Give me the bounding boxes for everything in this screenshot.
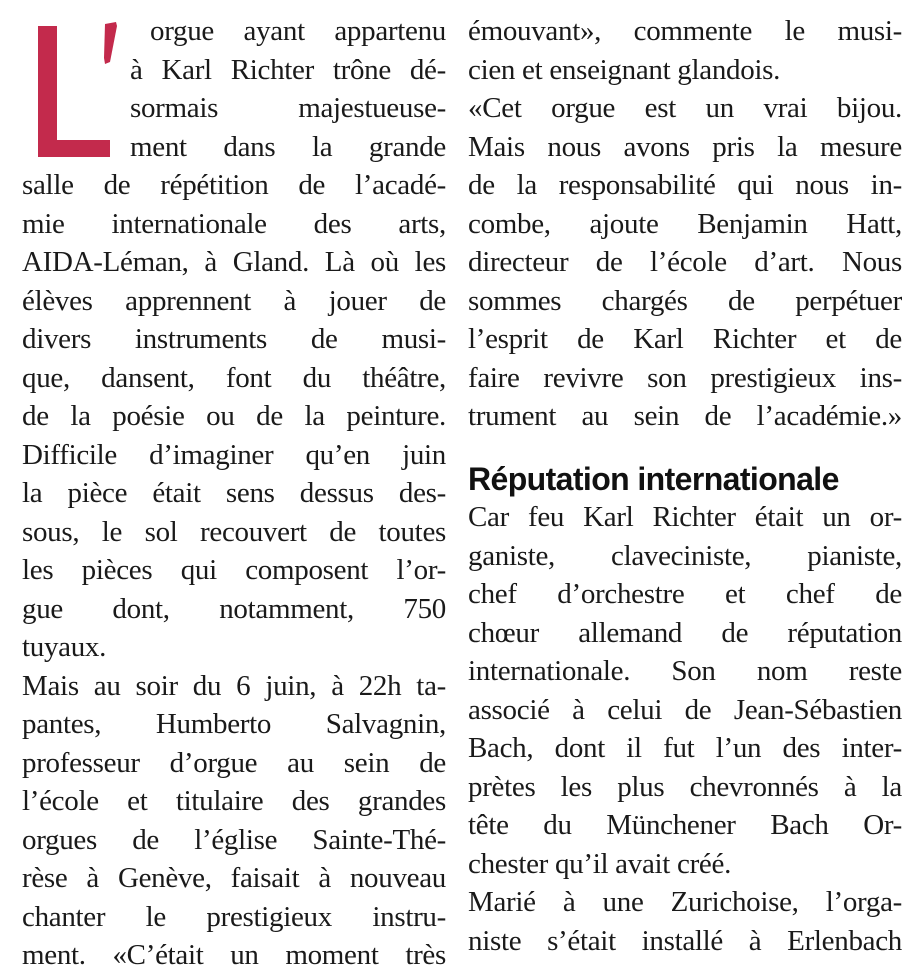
article-text-line: pantes, Humberto Salvagnin,	[22, 708, 446, 740]
article-text-line: orgues de l’église Sainte-Thé-	[22, 823, 446, 856]
article-column-right	[468, 12, 902, 970]
article-text-line: «Cet orgue est un vrai bijou.	[468, 92, 902, 124]
article-text-line: prètes les plus chevronnés à la	[468, 770, 902, 803]
article-text-line: élèves apprennent à jouer de	[22, 284, 446, 317]
article-text-line: l’esprit de Karl Richter et de	[468, 323, 902, 355]
article-text-line: mie internationale des arts,	[22, 207, 446, 240]
article-text-line: directeur de l’école d’art. Nous	[468, 246, 902, 278]
article-text-line: sormais majestueuse-	[130, 92, 446, 124]
article-text-line: combe, ajoute Benjamin Hatt,	[468, 207, 902, 240]
article-text-line: Mais au soir du 6 juin, à 22h ta-	[22, 669, 446, 702]
article-text-line: internationale. Son nom reste	[468, 655, 902, 687]
article-text-line: salle de répétition de l’acadé-	[22, 169, 446, 201]
article-text-line: niste s’était installé à Erlenbach	[468, 924, 902, 957]
section-subheading: Réputation internationale	[468, 460, 839, 497]
article-text-line: Difficile d’imaginer qu’en juin	[22, 438, 446, 471]
article-text-line: orgue ayant appartenu	[150, 15, 446, 47]
article-text-line: sommes chargés de perpétuer	[468, 284, 902, 317]
article-text-line: l’école et titulaire des grandes	[22, 785, 446, 817]
article-text-line: ment dans la grande	[130, 130, 446, 163]
article-text-line: Mais nous avons pris la mesure	[468, 130, 902, 163]
article-text-line: la pièce était sens dessus des-	[22, 477, 446, 509]
article-text-line: chanter le prestigieux instru-	[22, 900, 446, 933]
article-text-line: trument au sein de l’académie.»	[468, 400, 902, 432]
article-text-line: professeur d’orgue au sein de	[22, 746, 446, 779]
dropcap-apostrophe	[104, 22, 117, 64]
article-text-line: sous, le sol recouvert de toutes	[22, 515, 446, 548]
article-text-line: émouvant», commente le musi-	[468, 15, 902, 47]
article-text-line: chester qu’il avait créé.	[468, 847, 732, 880]
article-text-line: faire revivre son prestigieux ins-	[468, 361, 902, 394]
article-text-line: de la poésie ou de la peinture.	[22, 400, 446, 432]
dropcap-letter-L-apostrophe	[38, 22, 118, 157]
article-text-line: divers instruments de musi-	[22, 323, 446, 355]
article-text-line: chef d’orchestre et chef de	[468, 578, 902, 610]
article-text-line: que, dansent, font du théâtre,	[22, 361, 446, 394]
article-text-line: ganiste, claveciniste, pianiste,	[468, 539, 902, 572]
article-text-line: AIDA-Léman, à Gland. Là où les	[22, 246, 446, 278]
dropcap-base	[38, 140, 110, 157]
article-text-line: cien et enseignant glandois.	[468, 53, 781, 86]
article-text-line: Car feu Karl Richter était un or-	[468, 501, 902, 533]
article-text-line: associé à celui de Jean-Sébastien	[468, 693, 902, 726]
article-text-line: rèse à Genève, faisait à nouveau	[22, 862, 446, 894]
article-text-line: à Karl Richter trône dé-	[130, 53, 446, 86]
article-text-line: tête du Münchener Bach Or-	[468, 809, 902, 841]
article-text-line: chœur allemand de réputation	[468, 616, 902, 649]
article-text-line: tuyaux.	[22, 631, 107, 663]
article-text-line: de la responsabilité qui nous in-	[468, 169, 902, 201]
article-text-line: Marié à une Zurichoise, l’orga-	[468, 886, 902, 918]
article-text-line: les pièces qui composent l’or-	[22, 554, 446, 586]
article-text-line: Bach, dont il fut l’un des inter-	[468, 732, 902, 764]
article-text-line: ment. «C’était un moment très	[22, 939, 446, 970]
dropcap-stem	[38, 26, 57, 157]
article-text-line: gue dont, notamment, 750	[22, 592, 446, 625]
